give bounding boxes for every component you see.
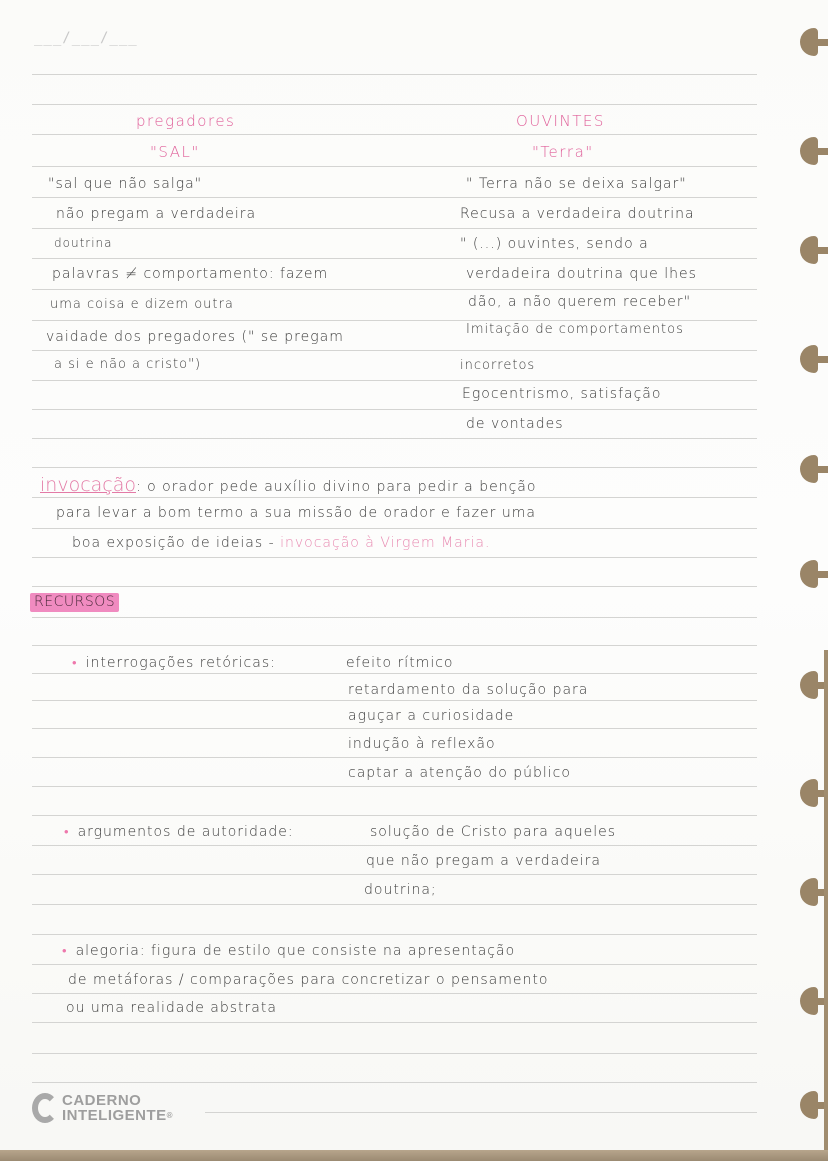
ruled-line [32,134,757,135]
alegoria-text: alegoria: figura de estilo que consiste na apresentação [75,943,516,959]
right-line: Egocentrismo, satisfação [462,386,662,402]
registered-mark: ® [166,1111,174,1120]
right-line: de vontades [466,416,564,432]
ruled-line [32,380,757,381]
ruled-line [32,728,757,729]
alegoria-line-3: ou uma realidade abstrata [66,1000,277,1016]
ruled-line [32,815,757,816]
ruled-line [32,528,757,529]
ruled-line [32,104,757,105]
binder-ring-icon [794,28,828,56]
left-line: palavras ≠ comportamento: fazem [52,266,329,282]
invocacao-virgem: invocação à Virgem Maria. [280,535,491,551]
bullet-icon: • [64,825,70,840]
ruled-line [205,1112,757,1113]
right-line: Imitação de comportamentos [466,322,684,337]
binder-rings [788,0,828,1150]
ruled-line [32,1022,757,1023]
logo-text [62,1093,173,1123]
ruled-line [32,166,757,167]
left-line: uma coisa e dizem outra [50,297,234,312]
invocacao-text: boa exposição de ideias - [72,535,275,551]
argumentos-label-line [64,824,294,840]
ruled-line [32,757,757,758]
argumentos-item: doutrina; [364,882,437,898]
ruled-line [32,993,757,994]
bullet-icon: • [62,944,68,959]
right-line: Recusa a verdadeira doutrina [460,206,695,222]
binder-ring-icon [794,137,828,165]
logo-c-icon [32,1093,58,1123]
binder-ring-icon [794,779,828,807]
left-line: vaidade dos pregadores (" se pregam [46,329,344,345]
logo-line-2-text: INTELIGENTE [62,1107,167,1124]
ruled-line [32,197,757,198]
ruled-line [32,320,757,321]
ruled-line [32,845,757,846]
binder-ring-icon [794,455,828,483]
brand-logo [32,1093,173,1123]
ruled-line [32,289,757,290]
binder-ring-icon [794,671,828,699]
left-line: doutrina [54,236,113,250]
alegoria-line-1 [62,943,515,959]
binder-ring-icon [794,1091,828,1119]
left-subheading: "SAL" [150,143,200,161]
ruled-line [32,258,757,259]
ruled-line [32,497,757,498]
interrogacoes-item: aguçar a curiosidade [348,708,515,724]
interrogacoes-item: captar a atenção do público [348,765,571,781]
right-line: " Terra não se deixa salgar" [466,176,687,192]
date-field: ___/___/___ [34,30,138,46]
ruled-line [32,786,757,787]
argumentos-item: que não pregam a verdadeira [366,853,601,869]
binder-ring-icon [794,987,828,1015]
left-line: "sal que não salga" [48,176,203,192]
invocacao-text: : o orador pede auxílio divino para pedir a benção [136,479,537,495]
binder-ring-icon [794,878,828,906]
interrogacoes-label: interrogações retóricas: [85,655,276,671]
interrogacoes-label-line [72,655,276,671]
ruled-line [32,557,757,558]
binder-ring-icon [794,236,828,264]
ruled-line [32,964,757,965]
ruled-line [32,1082,757,1083]
ruled-line [32,673,757,674]
invocacao-line-3 [72,535,490,551]
recursos-heading [30,594,119,610]
ruled-line [32,934,757,935]
left-heading: pregadores [136,112,236,130]
ruled-line [32,1053,757,1054]
ruled-line [32,874,757,875]
ruled-line [32,350,757,351]
ruled-line [32,74,757,75]
right-heading: OUVINTES [516,112,605,130]
binder-ring-icon [794,345,828,373]
ruled-line [32,438,757,439]
argumentos-item: solução de Cristo para aqueles [370,824,617,840]
right-line: dão, a não querem receber" [468,294,692,310]
binder-ring-icon [794,560,828,588]
ruled-line [32,467,757,468]
logo-line-2 [62,1108,173,1123]
invocacao-line-1 [40,474,536,496]
ruled-line [32,617,757,618]
interrogacoes-item: retardamento da solução para [348,682,589,698]
ruled-line [32,409,757,410]
bullet-icon: • [72,656,78,671]
invocacao-title: invocação [40,474,136,496]
binder-spine [824,650,828,1150]
right-line: verdadeira doutrina que lhes [466,266,697,282]
alegoria-line-2: de metáforas / comparações para concretizar o pensamento [68,972,549,988]
argumentos-label: argumentos de autoridade: [77,824,294,840]
interrogacoes-item: indução à reflexão [348,736,496,752]
ruled-line [32,645,757,646]
ruled-line [32,586,757,587]
right-subheading: "Terra" [532,143,594,161]
logo-line-1: CADERNO [62,1092,142,1109]
desk-surface [0,1150,828,1161]
left-line: a si e não a cristo") [54,357,202,372]
interrogacoes-item: efeito rítmico [346,655,454,671]
invocacao-line-2: para levar a bom termo a sua missão de orador e fazer uma [56,505,536,521]
left-line: não pregam a verdadeira [56,206,257,222]
ruled-line [32,700,757,701]
ruled-line [32,904,757,905]
right-line: incorretos [460,358,536,373]
right-line: " (...) ouvintes, sendo a [460,236,649,252]
recursos-highlight: RECURSOS [30,593,119,612]
ruled-line [32,228,757,229]
